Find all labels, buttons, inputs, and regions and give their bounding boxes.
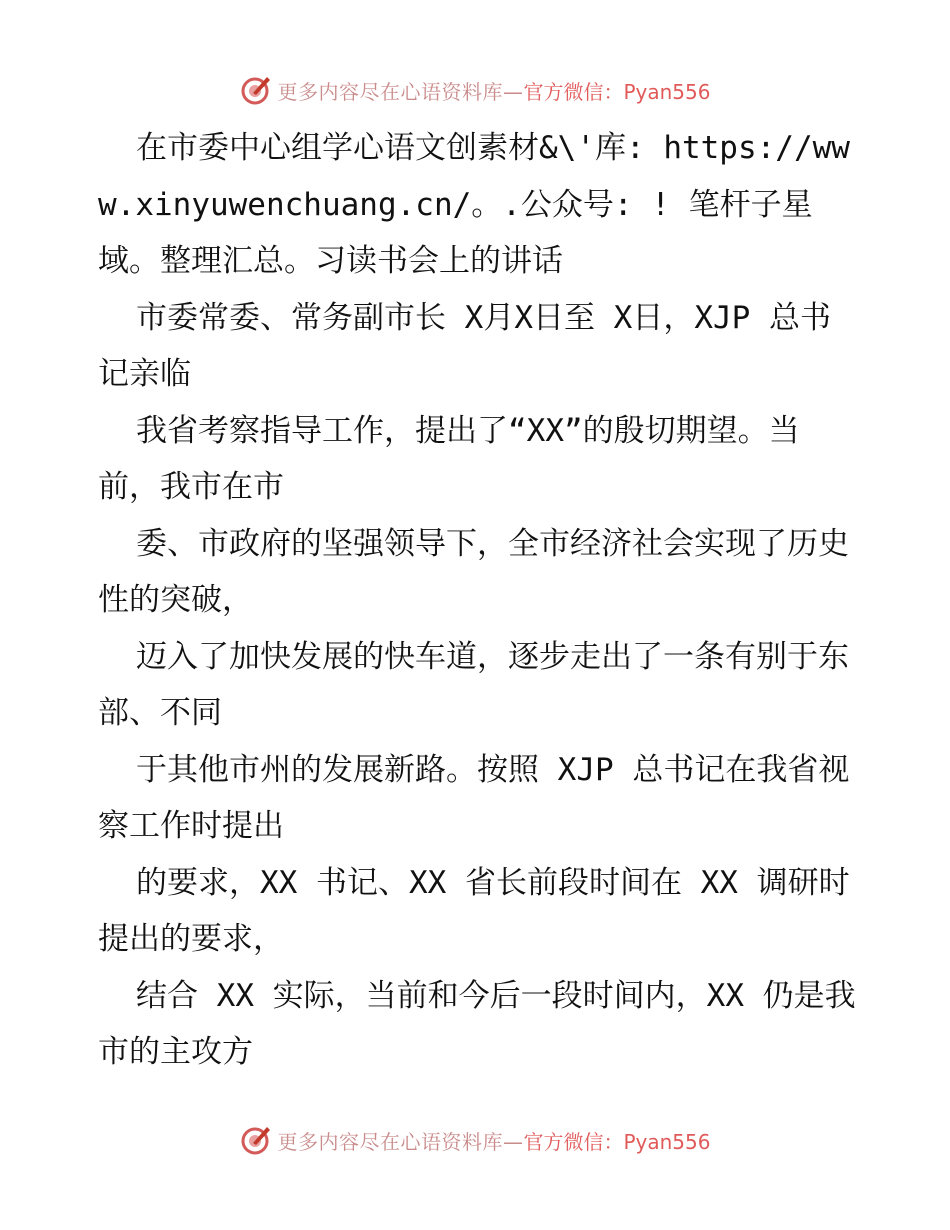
header-watermark bbox=[0, 70, 950, 110]
paragraph: 在市委中心组学心语文创素材&\'库: https://www.xinyuwenchuang.cn/。.公众号: ! 笔杆子星域。整理汇总。习读书会上的讲话 bbox=[98, 130, 850, 279]
paragraph: 于其他市州的发展新路。按照 XJP 总书记在我省视察工作时提出 bbox=[98, 751, 850, 844]
paragraph: 委、市政府的坚强领导下，全市经济社会实现了历史性的突破， bbox=[98, 525, 849, 618]
pen-logo-icon bbox=[239, 1123, 273, 1157]
paragraph: 迈入了加快发展的快车道，逐步走出了一条有别于东部、不同 bbox=[98, 638, 849, 731]
footer-watermark bbox=[0, 1120, 950, 1160]
paragraph: 的要求，XX 书记、XX 省长前段时间在 XX 调研时提出的要求， bbox=[98, 864, 850, 957]
footer-wechat-text: 官方微信：Pyan556 bbox=[523, 1129, 711, 1154]
footer-site-text: 更多内容尽在心语资料库— bbox=[277, 1129, 524, 1154]
paragraph: 结合 XX 实际，当前和今后一段时间内，XX 仍是我市的主攻方 bbox=[98, 977, 856, 1070]
pen-logo-icon bbox=[239, 73, 273, 107]
header-wechat-text: 官方微信：Pyan556 bbox=[523, 79, 711, 104]
paragraph: 市委常委、常务副市长 X月X日至 X日，XJP 总书记亲临 bbox=[98, 299, 831, 392]
paragraph: 我省考察指导工作，提出了“XX”的殷切期望。当前，我市在市 bbox=[98, 412, 800, 505]
header-site-text: 更多内容尽在心语资料库— bbox=[277, 79, 524, 104]
document-body bbox=[98, 120, 858, 1081]
